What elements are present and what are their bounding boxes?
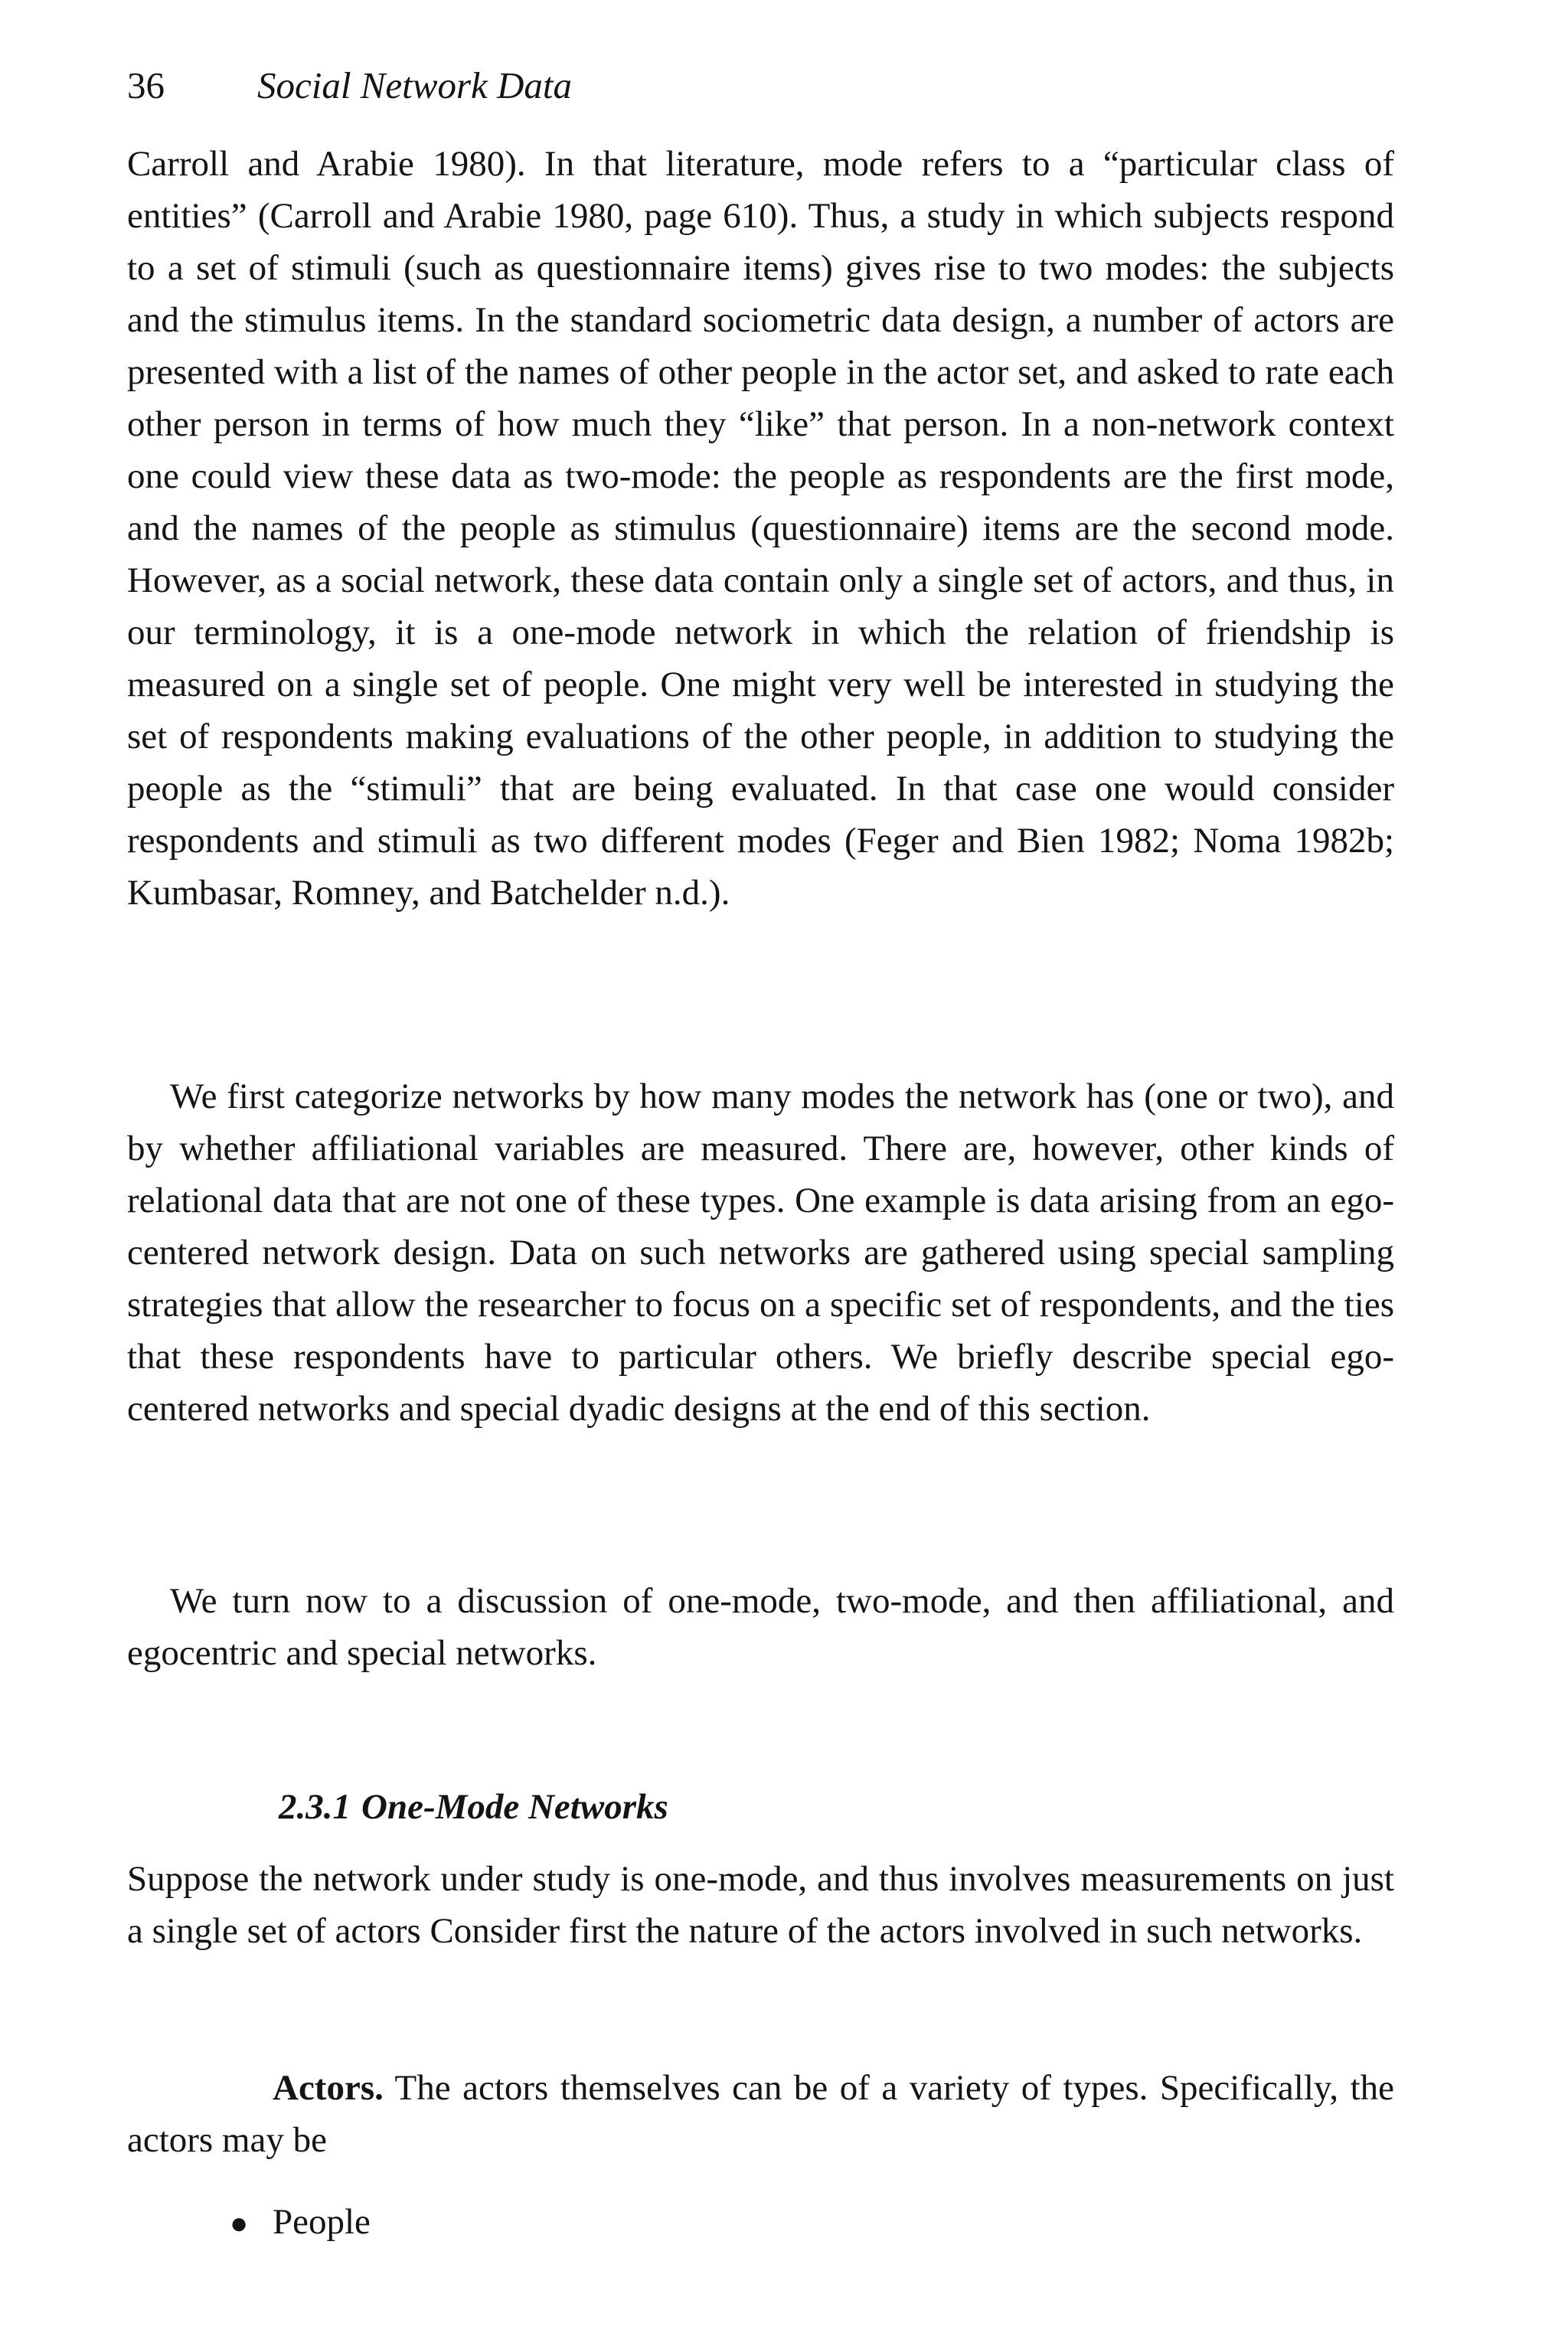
actors-text: The actors themselves can be of a variety of types. Specifically, the actors may be: [127, 2068, 1394, 2160]
list-item: [230, 2196, 371, 2249]
actor-types-list: [230, 2196, 371, 2249]
book-title: Social Network Data: [257, 64, 573, 106]
list-item-text: People: [273, 2202, 371, 2242]
section-heading: [279, 1784, 668, 1830]
actors-run-in-heading: Actors.: [273, 2068, 384, 2108]
bullet-icon: ●: [230, 2206, 249, 2240]
section-number: 2.3.1: [279, 1787, 351, 1827]
paragraph-modes-definition: Carroll and Arabie 1980). In that literature, mode refers to a “particular class of entities” (Carroll and Arabie 1980, page 610). Thus, a study in which subjects respond to a set of stimuli (such as questionnaire items) gives rise to two modes: the subjects and the stimulus items. In the standard sociometric data design, a number of actors are presented with a list of the names of other people in the actor set, and asked to rate each other person in terms of how much they “like” that person. In a non-network context one could view these data as two-mode: the people as respondents are the first mode, and the names of the people as stimulus (questionnaire) items are the second mode. However, as a social network, these data contain only a single set of actors, and thus, in our terminology, it is a one-mode network in which the relation of friendship is measured on a single set of people. One might very well be interested in studying the set of respondents making evaluations of the other people, in addition to studying the people as the “stimuli” that are being evaluated. In that case one would consider respondents and stimuli as two different modes (Feger and Bien 1982; Noma 1982b; Kumbasar, Romney, and Batchelder n.d.).: [127, 144, 1394, 913]
paragraph-actors: [127, 2062, 1394, 2166]
section-title: One-Mode Networks: [361, 1787, 668, 1827]
page-number: 36: [127, 64, 165, 106]
paragraph-network-categories: We first categorize networks by how many modes the network has (one or two), and by whether affiliational variables are measured. There are, however, other kinds of relational data that are not one of these types. One example is data arising from an ego-centered network design. Data on such networks are gathered using special sampling strategies that allow the researcher to focus on a specific set of respondents, and the ties that these respondents have to particular others. We briefly describe special ego-centered networks and special dyadic designs at the end of this section.: [127, 1077, 1394, 1429]
paragraph-one-mode-intro: Suppose the network under study is one-mode, and thus involves measurements on just a single set of actors Consider first the nature of the actors involved in such networks.: [127, 1859, 1394, 1951]
paragraph-discussion-intro: We turn now to a discussion of one-mode, two-mode, and then affiliational, and egocentric and special networks.: [127, 1581, 1394, 1673]
running-head: [127, 63, 572, 109]
